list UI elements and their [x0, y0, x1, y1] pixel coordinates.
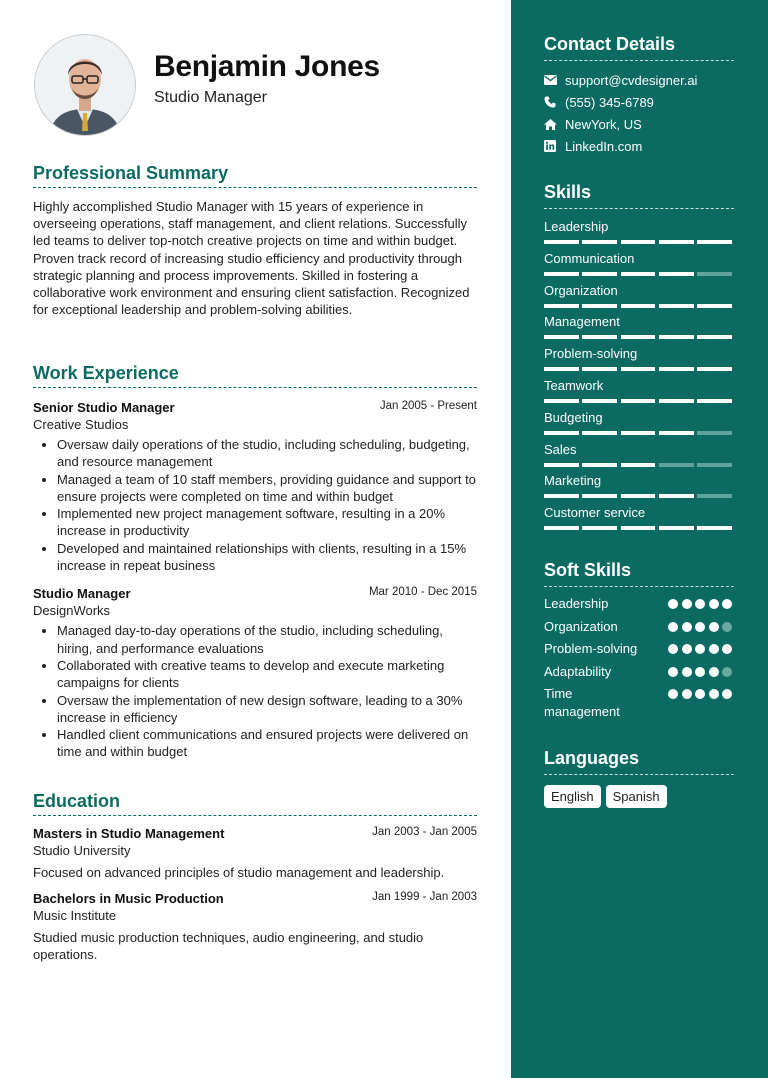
linkedin-text: LinkedIn.com	[565, 138, 643, 154]
soft-skill-rating	[668, 599, 732, 609]
rating-dot	[668, 689, 678, 699]
phone-icon	[544, 96, 565, 108]
rating-dot	[722, 667, 732, 677]
skill-level-segment	[544, 526, 579, 530]
job-bullet: • Oversaw the implementation of new design software, leading to a 30% increase in efficiency	[57, 692, 477, 727]
rating-dot	[668, 599, 678, 609]
skill-item	[544, 408, 734, 440]
skill-level-segment	[621, 367, 656, 371]
skill-level-segment	[544, 399, 579, 403]
skill-level-bar	[544, 335, 734, 339]
skill-name: Budgeting	[544, 409, 603, 425]
skill-level-segment	[582, 494, 617, 498]
language-tag: Spanish	[606, 785, 667, 808]
skill-name: Communication	[544, 250, 635, 266]
education-section	[33, 791, 477, 964]
rating-dot	[668, 667, 678, 677]
job-bullets	[33, 436, 477, 574]
skill-level-segment	[697, 240, 732, 244]
languages-section	[544, 748, 734, 808]
rating-dot	[695, 667, 705, 677]
skills-divider	[544, 208, 734, 209]
skill-name: Management	[544, 314, 620, 330]
soft-skill-item	[544, 663, 734, 686]
skill-level-bar	[544, 272, 734, 276]
soft-skill-rating	[668, 689, 732, 699]
rating-dot	[722, 622, 732, 632]
soft-skill-item	[544, 595, 734, 618]
soft-skill-item	[544, 618, 734, 641]
school-name: Studio University	[33, 843, 131, 858]
contact-phone[interactable]	[544, 91, 734, 113]
degree-title: Masters in Studio Management	[33, 826, 225, 841]
skill-level-segment	[582, 463, 617, 467]
education-divider	[33, 815, 477, 816]
home-icon	[544, 119, 565, 130]
skill-level-bar	[544, 463, 734, 467]
job-entry	[33, 586, 477, 760]
job-date: Mar 2010 - Dec 2015	[368, 586, 477, 599]
skill-level-segment	[697, 367, 732, 371]
experience-heading: Work Experience	[33, 363, 179, 383]
soft-skill-rating	[668, 667, 732, 677]
skill-level-bar	[544, 399, 734, 403]
job-date: Jan 2005 - Present	[379, 400, 477, 412]
rating-dot	[709, 667, 719, 677]
skill-level-segment	[582, 367, 617, 371]
skill-level-bar	[544, 367, 734, 371]
summary-divider	[33, 187, 477, 188]
skill-level-segment	[544, 272, 579, 276]
skill-level-segment	[582, 335, 617, 339]
skill-level-segment	[544, 463, 579, 467]
skill-level-segment	[697, 399, 732, 403]
skill-level-segment	[659, 526, 694, 530]
skill-item	[544, 503, 734, 535]
soft-skill-name: Organization	[544, 618, 618, 634]
linkedin-icon	[544, 140, 565, 152]
job-title: Senior Studio Manager	[33, 400, 175, 415]
rating-dot	[668, 622, 678, 632]
contact-linkedin[interactable]	[544, 135, 734, 157]
skill-level-segment	[621, 431, 656, 435]
skills-list	[544, 217, 734, 535]
education-description: Focused on advanced principles of studio management and leadership.	[33, 865, 445, 880]
job-bullet: • Managed a team of 10 staff members, providing guidance and support to ensure projects were completed on time and within budget	[57, 471, 477, 506]
skill-level-segment	[659, 463, 694, 467]
job-company: Creative Studios	[33, 417, 129, 432]
rating-dot	[682, 667, 692, 677]
rating-dot	[722, 644, 732, 654]
skill-level-segment	[697, 494, 732, 498]
skill-name: Marketing	[544, 473, 602, 489]
contact-email[interactable]	[544, 69, 734, 91]
skill-level-segment	[582, 526, 617, 530]
skill-level-segment	[659, 399, 694, 403]
skill-level-segment	[544, 494, 579, 498]
skill-item	[544, 440, 734, 472]
skill-item	[544, 471, 734, 503]
profile-photo	[34, 34, 136, 136]
skill-level-segment	[659, 272, 694, 276]
job-bullet: • Handled client communications and ensured projects were delivered on time and within budget	[57, 726, 477, 761]
candidate-role: Studio Manager	[154, 89, 267, 106]
skill-item	[544, 376, 734, 408]
skill-level-segment	[582, 304, 617, 308]
job-bullet: • Oversaw daily operations of the studio, including scheduling, budgeting, and resource management	[57, 436, 477, 471]
location-text: NewYork, US	[565, 116, 642, 132]
soft-skills-divider	[544, 586, 734, 587]
skill-name: Customer service	[544, 505, 646, 521]
rating-dot	[682, 644, 692, 654]
job-bullet: • Implemented new project management software, resulting in a 20% increase in productivity	[57, 505, 477, 540]
skill-level-segment	[582, 240, 617, 244]
contact-divider	[544, 60, 734, 61]
skill-level-segment	[697, 431, 732, 435]
rating-dot	[709, 689, 719, 699]
rating-dot	[682, 689, 692, 699]
rating-dot	[722, 599, 732, 609]
skill-level-segment	[582, 399, 617, 403]
soft-skill-item	[544, 640, 734, 663]
skill-level-segment	[621, 494, 656, 498]
skill-level-segment	[697, 335, 732, 339]
skill-item	[544, 312, 734, 344]
rating-dot	[668, 644, 678, 654]
skill-item	[544, 249, 734, 281]
skill-level-segment	[659, 367, 694, 371]
education-description: Studied music production techniques, audio engineering, and studio operations.	[33, 930, 424, 963]
languages-heading: Languages	[544, 748, 640, 768]
skill-level-segment	[621, 399, 656, 403]
skill-level-segment	[659, 494, 694, 498]
sidebar	[511, 0, 768, 1078]
job-bullet: • Managed day-to-day operations of the studio, including scheduling, hiring, and performance evaluations	[57, 622, 477, 657]
experience-section	[33, 363, 477, 761]
skill-level-segment	[659, 431, 694, 435]
skill-level-segment	[621, 335, 656, 339]
skill-level-bar	[544, 526, 734, 530]
language-tag: English	[544, 785, 601, 808]
skill-item	[544, 344, 734, 376]
rating-dot	[695, 599, 705, 609]
skill-level-segment	[621, 304, 656, 308]
soft-skills-list	[544, 595, 734, 721]
skill-level-segment	[621, 526, 656, 530]
job-entry	[33, 400, 477, 574]
summary-section	[33, 163, 477, 318]
skill-level-segment	[544, 367, 579, 371]
skill-level-segment	[621, 463, 656, 467]
rating-dot	[682, 622, 692, 632]
summary-text: Highly accomplished Studio Manager with 15 years of experience in overseeing operations, staff management, and client relations. Successfully led teams to deliver top-notch creative projects on time and within budget. Proven track record of increasing studio efficiency and productivity through strategic planning and process improvements. Skilled in fostering a collaborative work environment and ensuring client satisfaction. Recognized for exceptional leadership and problem-solving abilities.	[33, 199, 470, 318]
rating-dot	[682, 599, 692, 609]
skill-name: Leadership	[544, 219, 609, 234]
skill-level-segment	[582, 272, 617, 276]
school-name: Music Institute	[33, 908, 117, 924]
skills-section	[544, 182, 734, 535]
skill-item	[544, 281, 734, 313]
rating-dot	[695, 689, 705, 699]
contact-section	[544, 34, 734, 157]
summary-heading: Professional Summary	[33, 163, 229, 183]
phone-text: (555) 345-6789	[565, 94, 654, 110]
skill-level-bar	[544, 240, 734, 244]
education-date: Jan 1999 - Jan 2003	[372, 891, 477, 904]
skill-level-bar	[544, 431, 734, 435]
job-company: DesignWorks	[33, 603, 111, 619]
job-bullets	[33, 622, 477, 760]
education-heading: Education	[33, 791, 121, 811]
education-entry	[33, 826, 477, 881]
job-title: Studio Manager	[33, 586, 131, 602]
skill-level-segment	[697, 526, 732, 530]
rating-dot	[695, 644, 705, 654]
soft-skill-rating	[668, 622, 732, 632]
skills-heading: Skills	[544, 182, 592, 202]
skill-level-segment	[697, 272, 732, 276]
skill-level-segment	[697, 304, 732, 308]
skill-level-segment	[582, 431, 617, 435]
skill-level-segment	[659, 335, 694, 339]
skill-item	[544, 217, 734, 249]
soft-skill-name: Time management	[544, 686, 620, 719]
education-entry	[33, 891, 477, 963]
skill-name: Teamwork	[544, 377, 604, 393]
email-text: support@cvdesigner.ai	[565, 72, 698, 88]
soft-skill-item	[544, 685, 734, 721]
job-bullet: • Developed and maintained relationships with clients, resulting in a 15% increase in repeat business	[57, 540, 477, 575]
person-photo-icon	[35, 35, 135, 135]
skill-level-segment	[621, 272, 656, 276]
rating-dot	[709, 644, 719, 654]
envelope-icon	[544, 75, 565, 85]
rating-dot	[695, 622, 705, 632]
experience-divider	[33, 387, 477, 388]
education-date: Jan 2003 - Jan 2005	[372, 826, 477, 838]
skill-level-bar	[544, 304, 734, 308]
soft-skills-heading: Soft Skills	[544, 560, 632, 580]
skill-level-segment	[621, 240, 656, 244]
skill-name: Organization	[544, 282, 618, 298]
skill-level-segment	[659, 304, 694, 308]
contact-heading: Contact Details	[544, 34, 676, 54]
soft-skill-name: Problem-solving	[544, 641, 638, 656]
rating-dot	[709, 599, 719, 609]
skill-level-segment	[544, 431, 579, 435]
rating-dot	[709, 622, 719, 632]
skill-level-segment	[544, 335, 579, 339]
candidate-name: Benjamin Jones	[154, 50, 380, 83]
languages-divider	[544, 774, 734, 775]
contact-location	[544, 113, 734, 135]
skill-name: Sales	[544, 441, 577, 457]
soft-skill-rating	[668, 644, 732, 654]
rating-dot	[722, 689, 732, 699]
job-bullet: • Collaborated with creative teams to develop and execute marketing campaigns for clients	[57, 657, 477, 692]
language-tags	[544, 785, 734, 808]
skill-level-segment	[544, 304, 579, 308]
skill-level-segment	[659, 240, 694, 244]
degree-title: Bachelors in Music Production	[33, 891, 224, 907]
skill-level-bar	[544, 494, 734, 498]
skill-level-segment	[697, 463, 732, 467]
skill-level-segment	[544, 240, 579, 244]
soft-skill-name: Leadership	[544, 596, 609, 611]
soft-skills-section	[544, 560, 734, 721]
soft-skill-name: Adaptability	[544, 663, 612, 679]
skill-name: Problem-solving	[544, 346, 638, 362]
